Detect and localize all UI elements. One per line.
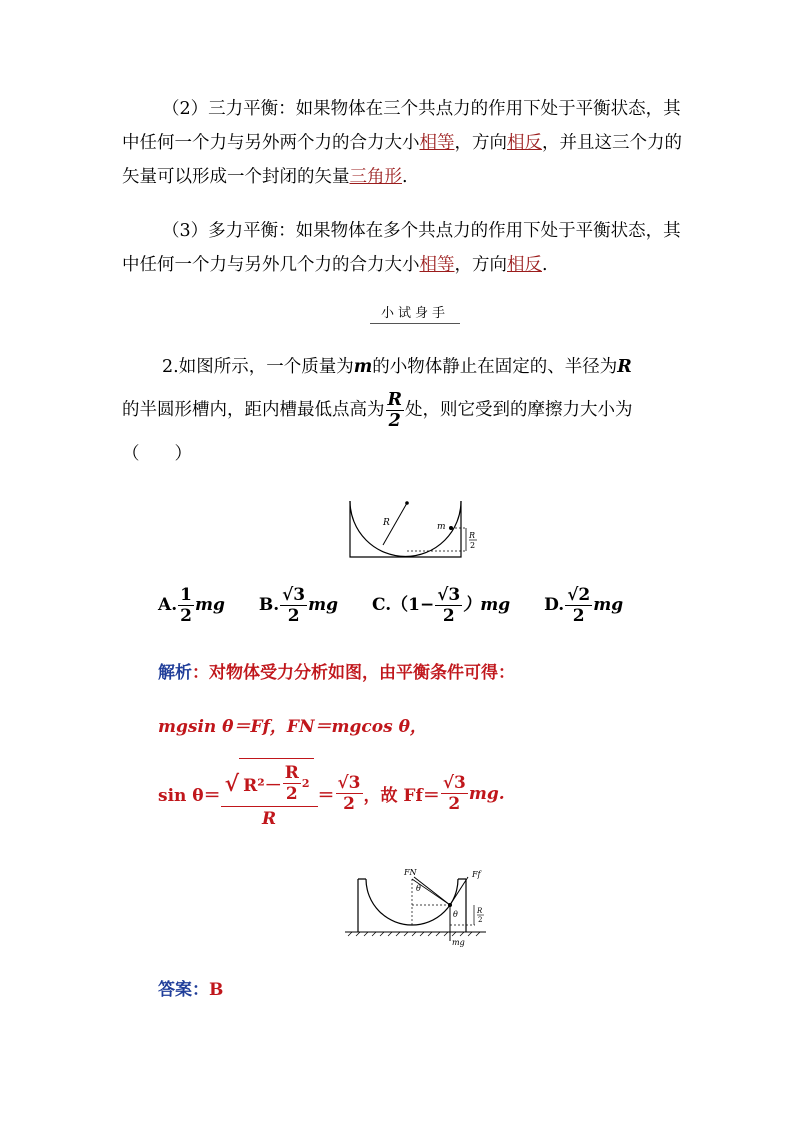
p2-answer-opposite: 相反: [507, 133, 542, 153]
p3-answer-opposite: 相反: [507, 255, 542, 275]
solution-sin-eq: sin θ＝ √ R²－ $\frac{R}{2}$ 2 R ＝ $\frac{√3}{2}$ ，故 Ff＝ $\frac{√3}{2}$ mg.: [158, 758, 505, 829]
label-mg: mg: [452, 938, 465, 947]
p3-text: （3）多力平衡：如果物体在多个共点力的作用下处于平衡状态，其中任何一个力与另外几个力的合力大小: [122, 221, 681, 275]
height-fraction: $\frac{R}{2}$: [387, 390, 403, 431]
solution-intro-text: 对物体受力分析如图，由平衡条件可得：: [209, 663, 515, 683]
p2-answer-equal: 相等: [419, 133, 455, 153]
p3-text-2: ，方向: [454, 255, 507, 275]
label-theta-2: θ: [453, 910, 458, 919]
p3-answer-equal: 相等: [419, 255, 455, 275]
label-radius: R: [383, 518, 390, 528]
p2-text: （2）三力平衡：如果物体在三个共点力的作用下处于平衡状态，其中任何一个力与另外两个力的合力大小: [122, 99, 681, 153]
p2-answer-triangle: 三角形: [349, 167, 402, 187]
question-line-1: 2.如图所示，一个质量为m的小物体静止在固定的、半径为R: [162, 357, 632, 377]
solution-label: 解析: [158, 663, 192, 683]
answer-value: B: [209, 980, 224, 1000]
option-c[interactable]: C.（1− $\frac{√3}{2}$ ）mg: [372, 585, 511, 626]
solution-eq1: mgsin θ＝Ff，FN＝mgcos θ，: [158, 717, 427, 737]
option-a[interactable]: A. $\frac{1}{2}$ mg: [158, 585, 225, 626]
label-ff: Ff: [472, 870, 481, 879]
mass-dot-2: [448, 903, 452, 907]
option-d[interactable]: D. $\frac{√2}{2}$ mg: [544, 585, 624, 626]
center-point: [405, 501, 409, 505]
label-height-den: 2: [470, 541, 476, 550]
answer-blank: （ ）: [122, 444, 192, 464]
label-fn: FN: [404, 868, 417, 877]
p3-end: .: [542, 255, 548, 275]
friction-force-arrow: [450, 877, 468, 905]
label-height-num: R: [469, 531, 476, 540]
question-line-2: 的半圆形槽内，距内槽最低点高为 $\frac{R}{2}$ 处，则它受到的摩擦力大小为: [122, 390, 633, 431]
trough-arc-2: [366, 879, 458, 925]
paragraph-multi-force: [122, 214, 682, 282]
paragraph-three-force: [122, 92, 682, 194]
figure-force-analysis: [340, 865, 490, 950]
question-text: [122, 350, 682, 471]
section-underline: [370, 323, 460, 324]
sin-fraction: √ R²－ $\frac{R}{2}$ 2 R: [221, 758, 318, 829]
solution-intro: 解析：对物体受力分析如图，由平衡条件可得：: [158, 663, 515, 683]
label-h2-den: 2: [478, 916, 483, 924]
p2-end: .: [402, 167, 408, 187]
answer-label: 答案：: [158, 980, 209, 1000]
p2-text-3: ，并且这三个力的矢量可以形成一个封闭的矢量: [122, 133, 682, 187]
label-mass: m: [437, 522, 446, 532]
label-theta-1: θ: [416, 884, 421, 893]
p2-text-2: ，方向: [454, 133, 507, 153]
answer-line: [158, 975, 223, 1000]
label-h2-num: R: [477, 907, 483, 915]
ground-hatch: [348, 932, 480, 936]
options-row: [158, 585, 623, 626]
option-b[interactable]: B. $\frac{√3}{2}$ mg: [258, 585, 339, 626]
section-label: 小试身手: [370, 302, 460, 324]
figure-semicircle-trough: [345, 495, 490, 565]
